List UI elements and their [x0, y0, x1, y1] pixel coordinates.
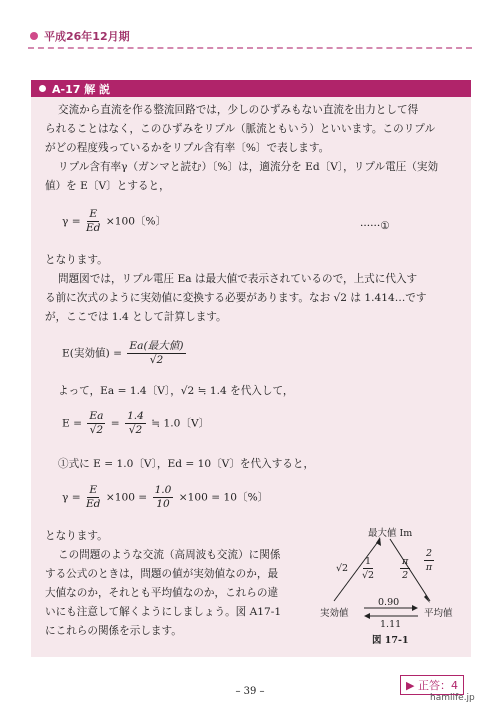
header-divider — [28, 47, 472, 49]
para-line: 大値なのか，それとも平均値なのか，これらの違 — [45, 587, 279, 599]
section-bar — [31, 80, 471, 97]
para-line: る前に次式のように実効値に変換する必要があります。なお √2 は 1.414…です — [45, 292, 427, 304]
equation-3: E = $\frac{Ea}{√2}$ = $\frac{1.4}{√2}$ ≒ 1.0〔V〕 — [62, 410, 210, 436]
exam-period: 平成26年12月期 — [44, 30, 130, 43]
page-number: – 39 – — [235, 686, 265, 697]
equation-number: ······① — [360, 220, 390, 232]
equation-4: γ = $\frac{E}{Ed}$ ×100 = $\frac{1.0}{10}$ ×100 = 10〔%〕 — [62, 484, 269, 510]
section-title: A-17 解 説 — [52, 82, 111, 96]
para-line: られることはなく，このひずみをリプル（脈流ともいう）といいます。このリプル — [45, 123, 436, 135]
label-pi-over-2: $\frac{\pi}{2}$ — [402, 556, 409, 581]
para-line: いにも注意して解くようにしましょう。図 A17-1 — [45, 606, 282, 618]
label-avg: 平均値 — [424, 608, 453, 619]
figure-a17-1 — [320, 525, 470, 645]
para-line: 問題図では，リプル電圧 Ea は最大値で表示されているので，上式に代入す — [58, 273, 418, 285]
para-line: リプル含有率γ（ガンマと読む）〔%〕は，適流分を Ed〔V〕，リプル電圧（実効 — [58, 161, 439, 173]
watermark: hamlife.jp — [430, 693, 475, 703]
label-rms: 実効値 — [320, 608, 349, 619]
answer-badge: ▶ 正答：4 — [400, 675, 464, 695]
para-line: 交流から直流を作る整流回路では，少しのひずみもない直流を出力として得 — [58, 104, 419, 116]
figure-caption: 図 17-1 — [372, 635, 409, 646]
bullet-icon — [30, 32, 38, 40]
para-line: となります。 — [45, 530, 108, 542]
para-line: 値）を E〔V〕とすると， — [45, 180, 170, 192]
para-line: この問題のような交流（高周波も交流）に関係 — [58, 549, 281, 561]
label-sqrt2: √2 — [336, 563, 349, 574]
para-line: となります。 — [45, 254, 108, 266]
label-inv-sqrt2: $\frac{1}{√2}$ — [362, 556, 375, 581]
bullet-icon — [39, 85, 46, 92]
header — [30, 28, 130, 44]
para-line: がどの程度残っているかをリプル含有率〔%〕で表します。 — [45, 142, 330, 154]
equation-2: E(実効値) = $\frac{\text{Ea(最大値)}}{√2}$ — [62, 340, 184, 366]
equation-1: γ = $\frac{E}{Ed}$ ×100〔%〕 — [62, 208, 167, 234]
label-max: 最大値 Im — [368, 528, 413, 539]
label-111: 1.11 — [380, 619, 402, 630]
para-line: が，ここでは 1.4 として計算します。 — [45, 311, 227, 323]
para-line: する公式のときは，問題の値が実効値なのか，最 — [45, 568, 279, 580]
para-line: にこれらの関係を示します。 — [45, 625, 182, 637]
para-line: ①式に E = 1.0〔V〕，Ed = 10〔V〕を代入すると， — [58, 458, 315, 470]
label-2-over-pi: $\frac{2}{\pi}$ — [425, 548, 433, 573]
para-line: よって，Ea = 1.4〔V〕，√2 ≒ 1.4 を代入して， — [58, 385, 294, 397]
label-090: 0.90 — [378, 597, 400, 608]
